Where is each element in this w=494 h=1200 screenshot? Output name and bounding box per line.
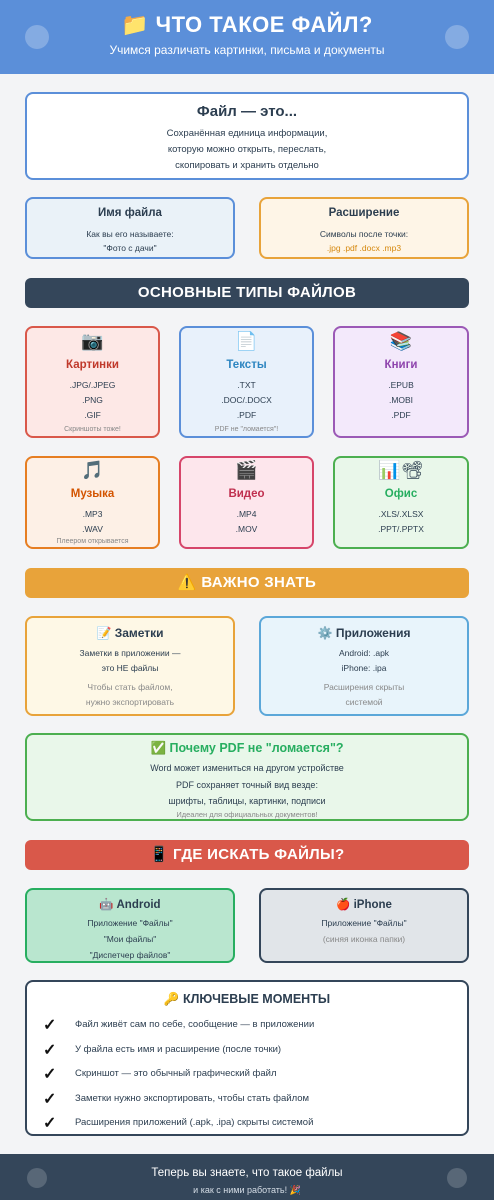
definition-card bbox=[25, 92, 469, 180]
notes-line: это НЕ файлы bbox=[101, 663, 159, 673]
footer-line: Теперь вы знаете, что такое файлы bbox=[151, 1167, 343, 1179]
type-card-office bbox=[333, 456, 469, 549]
type-item: .PNG bbox=[82, 395, 103, 405]
checkmark-icon: ✓ bbox=[43, 1115, 57, 1132]
extension-line: Символы после точки: bbox=[319, 229, 409, 239]
key-point-row bbox=[43, 1064, 447, 1084]
page-subtitle: Учимся различать картинки, письма и документы bbox=[109, 43, 385, 57]
key-point-text: Файл живёт сам по себе, сообщение — в приложении bbox=[75, 1019, 315, 1030]
pdf-line: шрифты, таблицы, картинки, подписи bbox=[168, 796, 326, 806]
chart-projector-icon: 📊📽 bbox=[378, 460, 424, 480]
important-banner: ⚠️ ВАЖНО ЗНАТЬ bbox=[25, 568, 469, 598]
extension-example: .jpg .pdf .docx .mp3 bbox=[326, 243, 402, 253]
key-point-row bbox=[43, 1015, 447, 1035]
type-item: .DOC/.DOCX bbox=[221, 395, 272, 405]
android-line: Приложение "Файлы" bbox=[87, 918, 173, 928]
type-item: .EPUB bbox=[388, 380, 414, 390]
type-card-texts bbox=[179, 326, 314, 438]
key-points-card bbox=[25, 980, 469, 1136]
document-icon: 📄 bbox=[235, 331, 258, 351]
type-item: .MP4 bbox=[236, 509, 257, 519]
type-card-images bbox=[25, 326, 160, 438]
definition-line: скопировать и хранить отдельно bbox=[175, 160, 319, 171]
filename-line: Как вы его называете: bbox=[86, 229, 174, 239]
pdf-hint: Идеален для официальных документов! bbox=[176, 810, 318, 819]
filename-example: "Фото с дачи" bbox=[103, 243, 157, 253]
pdf-title: ✅ Почему PDF не "ломается"? bbox=[150, 741, 344, 755]
clapperboard-icon: 🎬 bbox=[235, 460, 258, 480]
key-point-row bbox=[43, 1089, 447, 1109]
key-points-title: 🔑 КЛЮЧЕВЫЕ МОМЕНТЫ bbox=[163, 992, 331, 1006]
type-item: .XLS/.XLSX bbox=[378, 509, 424, 519]
type-item: .JPG/.JPEG bbox=[69, 380, 116, 390]
pdf-card bbox=[25, 733, 469, 821]
apps-title: ⚙️ Приложения bbox=[317, 626, 411, 640]
iphone-hint: (синяя иконка папки) bbox=[322, 934, 406, 944]
type-item: .GIF bbox=[84, 410, 101, 420]
type-item: .MOV bbox=[235, 524, 258, 534]
type-card-video bbox=[179, 456, 314, 549]
checkmark-icon: ✓ bbox=[43, 1042, 57, 1059]
type-card-music bbox=[25, 456, 160, 549]
type-card-books bbox=[333, 326, 469, 438]
apps-line: iPhone: .ipa bbox=[341, 663, 387, 673]
footer-line: и как с ними работать! 🎉 bbox=[193, 1185, 301, 1195]
apps-card bbox=[259, 616, 469, 716]
where-banner: 📱 ГДЕ ИСКАТЬ ФАЙЛЫ? bbox=[25, 840, 469, 870]
key-point-text: Скриншот — это обычный графический файл bbox=[75, 1068, 277, 1079]
type-item: .PDF bbox=[391, 410, 411, 420]
type-title: Офис bbox=[384, 488, 418, 500]
type-title: Тексты bbox=[226, 359, 267, 371]
type-note: Скриншоты тоже! bbox=[64, 426, 121, 433]
type-title: Музыка bbox=[70, 488, 115, 500]
key-point-row bbox=[43, 1040, 447, 1060]
type-title: Картинки bbox=[66, 359, 119, 371]
pdf-line: Word может измениться на другом устройстве bbox=[150, 763, 344, 773]
type-item: .MP3 bbox=[82, 509, 103, 519]
page-footer bbox=[0, 1154, 494, 1200]
apps-line: Android: .apk bbox=[338, 648, 390, 658]
type-item: .MOBI bbox=[388, 395, 414, 405]
type-item: .PDF bbox=[236, 410, 257, 420]
checkmark-icon: ✓ bbox=[43, 1066, 57, 1083]
iphone-title: 🍎 iPhone bbox=[336, 899, 392, 911]
notes-title: 📝 Заметки bbox=[96, 626, 164, 640]
definition-line: которую можно открыть, переслать, bbox=[167, 144, 327, 155]
camera-icon: 📷 bbox=[81, 331, 104, 351]
android-card bbox=[25, 888, 235, 963]
filename-card bbox=[25, 197, 235, 259]
iphone-line: Приложение "Файлы" bbox=[321, 918, 407, 928]
key-point-text: У файла есть имя и расширение (после точки) bbox=[75, 1044, 282, 1055]
type-item: .PPT/.PPTX bbox=[378, 524, 424, 534]
key-point-text: Заметки нужно экспортировать, чтобы стать файлом bbox=[75, 1093, 310, 1104]
pdf-line: PDF сохраняет точный вид везде: bbox=[176, 780, 318, 790]
checkmark-icon: ✓ bbox=[43, 1091, 57, 1108]
iphone-card bbox=[259, 888, 469, 963]
definition-title: Файл — это... bbox=[196, 103, 298, 120]
books-icon: 📚 bbox=[389, 331, 413, 351]
notes-line: Заметки в приложении — bbox=[79, 648, 181, 658]
android-line: "Мои файлы" bbox=[103, 934, 157, 944]
extension-title: Расширение bbox=[328, 207, 400, 219]
type-note: Плеером открывается bbox=[56, 538, 129, 545]
page-title: 📁 ЧТО ТАКОЕ ФАЙЛ? bbox=[121, 12, 373, 37]
type-item: .TXT bbox=[237, 380, 256, 390]
apps-hint: Расширения скрыты bbox=[323, 682, 405, 692]
notes-card bbox=[25, 616, 235, 716]
page-header bbox=[0, 0, 494, 74]
checkmark-icon: ✓ bbox=[43, 1017, 57, 1034]
type-item: .WAV bbox=[82, 524, 103, 534]
types-banner: ОСНОВНЫЕ ТИПЫ ФАЙЛОВ bbox=[25, 278, 469, 308]
key-point-text: Расширения приложений (.apk, .ipa) скрыты системой bbox=[75, 1117, 314, 1128]
extension-card bbox=[259, 197, 469, 259]
android-line: "Диспетчер файлов" bbox=[89, 950, 171, 960]
key-point-row bbox=[43, 1113, 447, 1133]
apps-hint: системой bbox=[345, 697, 383, 707]
music-note-icon: 🎵 bbox=[81, 460, 104, 480]
android-title: 🤖 Android bbox=[99, 899, 161, 911]
notes-hint: нужно экспортировать bbox=[85, 697, 175, 707]
filename-title: Имя файла bbox=[98, 207, 162, 219]
type-title: Книги bbox=[384, 359, 418, 371]
type-title: Видео bbox=[228, 488, 265, 500]
definition-line: Сохранённая единица информации, bbox=[166, 128, 328, 139]
type-note: PDF не "ломается"! bbox=[214, 426, 279, 433]
notes-hint: Чтобы стать файлом, bbox=[87, 682, 173, 692]
